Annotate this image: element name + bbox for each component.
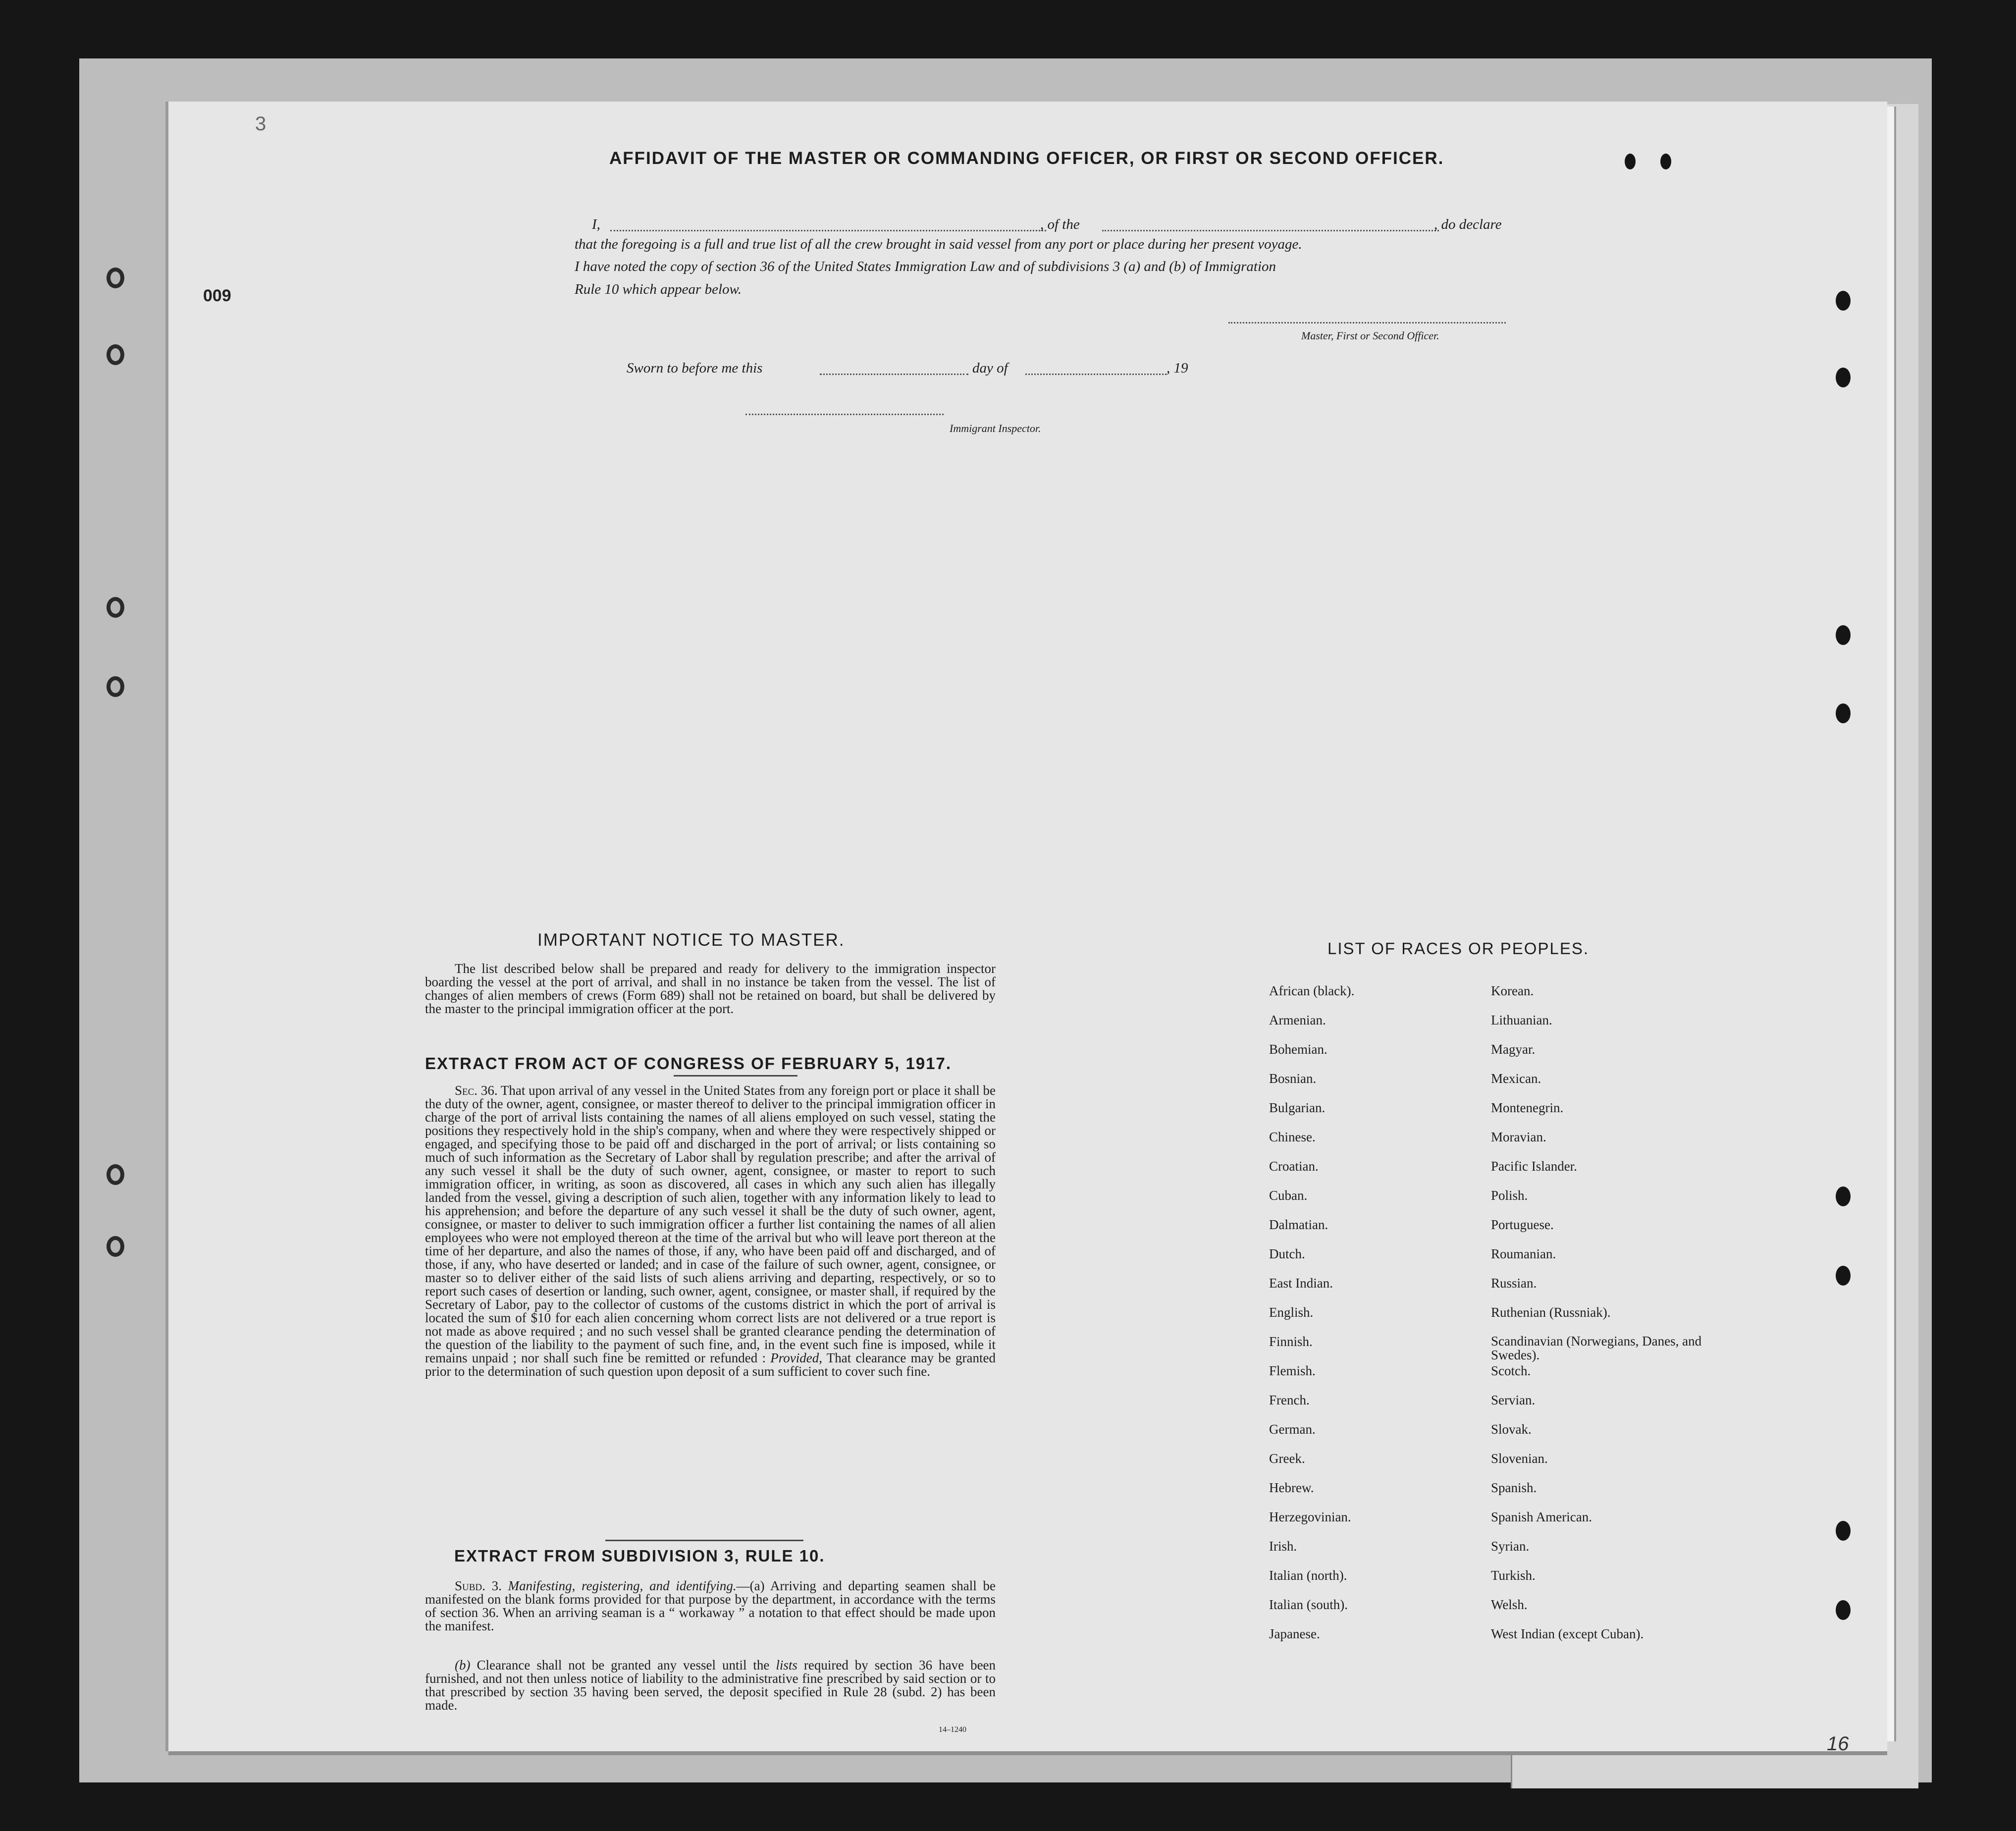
act-extract-title: EXTRACT FROM ACT OF CONGRESS OF FEBRUARY 5, 1917.: [425, 1054, 952, 1073]
sworn-month-field: [1025, 374, 1167, 375]
punch-hole-icon: [1836, 1266, 1851, 1286]
race-item: Welsh.: [1491, 1597, 1528, 1612]
binder-ring-icon: [106, 268, 124, 288]
affidavit-of-the: , of the: [1040, 216, 1080, 232]
affidavit-declaration-line: that the foregoing is a full and true list of all the crew brought in said vessel from any port or place during her present voyage.: [575, 236, 1302, 252]
race-item: Moravian.: [1491, 1130, 1546, 1144]
race-item: Ruthenian (Russniak).: [1491, 1305, 1611, 1320]
binder-ring-icon: [106, 1164, 124, 1185]
race-item: Dutch.: [1269, 1246, 1305, 1261]
sworn-year: , 19: [1167, 360, 1188, 376]
punch-hole-icon: [1836, 1521, 1851, 1541]
affidavit-title: AFFIDAVIT OF THE MASTER OR COMMANDING OFFICER, OR FIRST OR SECOND OFFICER.: [609, 149, 1444, 168]
affidavit-vessel-field: [1102, 230, 1439, 231]
race-item: Spanish.: [1491, 1480, 1537, 1495]
race-item: Irish.: [1269, 1539, 1297, 1554]
sec-36-label: Sec. 36.: [455, 1083, 498, 1098]
punch-hole-icon: [1836, 368, 1851, 387]
rule-extract-divider: [605, 1540, 803, 1541]
sworn-day-of: day of: [972, 360, 1008, 376]
affidavit-i: I,: [592, 216, 600, 232]
subd-b-lists: lists: [776, 1658, 797, 1672]
race-item: Montenegrin.: [1491, 1100, 1564, 1115]
race-item: Scandinavian (Norwegians, Danes, and Swedes).: [1491, 1334, 1702, 1362]
affidavit-rule-line: Rule 10 which appear below.: [575, 281, 742, 297]
affidavit-do-declare: , do declare: [1434, 216, 1502, 232]
binder-ring-icon: [106, 344, 124, 365]
act-extract-rule: [674, 1075, 797, 1077]
race-item: African (black).: [1269, 983, 1355, 998]
races-title: LIST OF RACES OR PEOPLES.: [1327, 939, 1590, 958]
race-item: Korean.: [1491, 983, 1534, 998]
subd-heading: Manifesting, registering, and identifying.: [508, 1578, 737, 1593]
race-item: Italian (south).: [1269, 1597, 1348, 1612]
subd-label: Subd. 3.: [455, 1578, 502, 1593]
act-extract-body: [425, 1084, 996, 1378]
races-left-column: [1269, 983, 1487, 1656]
race-item: Turkish.: [1491, 1568, 1536, 1583]
inspector-caption: Immigrant Inspector.: [950, 422, 1041, 434]
race-item: Cuban.: [1269, 1188, 1308, 1203]
race-item: Russian.: [1491, 1276, 1537, 1291]
notice-body: The list described below shall be prepared and ready for delivery to the immigration inspector boarding the vessel at the port of arrival, and shall in no instance be taken from the vessel. The list of changes of alien members of crews (Form 689) shall not be retained on board, but shall be delivered by the master to the principal immigration officer at the port.: [425, 961, 996, 1016]
race-item: Scotch.: [1491, 1363, 1531, 1378]
race-item: French.: [1269, 1393, 1310, 1407]
officer-signature-caption: Master, First or Second Officer.: [1301, 329, 1439, 342]
race-item: Japanese.: [1269, 1626, 1320, 1641]
race-item: Croatian.: [1269, 1159, 1319, 1174]
binder-ring-icon: [106, 597, 124, 618]
rule-extract-subd-b: [425, 1659, 996, 1712]
punch-hole-icon: [1836, 1600, 1851, 1620]
sec-36-text-end: That clearance may be granted prior to the determination of such question upon deposit of a sum sufficient to cover such fine.: [425, 1350, 996, 1379]
binder-ring-icon: [106, 1236, 124, 1257]
sworn-prefix: Sworn to before me this: [627, 360, 763, 376]
race-item: Flemish.: [1269, 1363, 1316, 1378]
subd-b-text-2: required by section 36 have been furnished, and not then unless notice of liability to the administrative fine prescribed by said section or to that prescribed by section 35 having been served, the deposit specified in Rule 28 (subd. 2) has been made.: [425, 1658, 996, 1713]
race-item: Portuguese.: [1491, 1217, 1554, 1232]
officer-signature-line: [1228, 322, 1506, 323]
race-item: Mexican.: [1491, 1071, 1541, 1086]
sheet-edge: [1887, 107, 1896, 1741]
race-item: Greek.: [1269, 1451, 1305, 1466]
sec-36-text: That upon arrival of any vessel in the United States from any foreign port or place it shall be the duty of the owner, agent, consignee, or master thereof to deliver to the principal immigration officer in charge of the port of arrival lists containing the names of all aliens employed on such vessel, stating the positions they respectively hold in the ship's company, when and where they were respectively shipped or engaged, and specifying those to be paid off and discharged in the port of arrival; or lists containing so much of such information as the Secretary of Labor shall by regulation prescribe; and after the arrival of any such vessel it shall be the duty of such owner, agent, consignee, or master to report to such immigration officer, in writing, as soon as discovered, all cases in which any such alien has illegally landed from the vessel, giving a description of such alien, together with any information likely to lead to his apprehension; and before the departure of any such vessel it shall be the duty of such owner, agent, consignee, or master to deliver to such immigration officer a further list containing the names of all alien employees who were not employed thereon at the time of the arrival but who will leave port thereon at the time of her departure, and also the names of those, if any, who have been paid off and discharged, and of those, if any, who have deserted or landed; and in case of the failure of such owner, agent, consignee, or master so to deliver either of the said lists of such aliens arriving and departing, respectively, or so to report such cases of desertion or landing, such owner, agent, consignee, or master shall, if required by the Secretary of Labor, pay to the collector of customs of the customs district in which the port of arrival is located the sum of $10 for each alien concerning whom correct lists are not delivered or a true report is not made as above required ; and no such vessel shall be granted clearance pending the determination of the question of the liability to the payment of such fine, and, in the event such fine is imposed, while it remains unpaid ; nor shall such fine be remitted or refunded :: [425, 1083, 996, 1365]
race-item: West Indian (except Cuban).: [1491, 1626, 1644, 1641]
punch-hole-icon: [1836, 1186, 1851, 1206]
punch-hole-icon: [1625, 154, 1636, 169]
punch-hole-icon: [1660, 154, 1671, 169]
race-item: English.: [1269, 1305, 1314, 1320]
subd-a-text: —(a) Arriving and departing seamen shall be manifested on the blank forms provided for that purpose by the department, in accordance with the terms of section 36. When an arriving seaman is a “ workaway ” a notation to that effect should be made upon the manifest.: [425, 1578, 996, 1633]
punch-hole-icon: [1836, 625, 1851, 645]
race-item: Armenian.: [1269, 1013, 1326, 1027]
page-stamp-left: 009: [203, 286, 231, 305]
rule-extract-subd-a: [425, 1579, 996, 1633]
race-item: Pacific Islander.: [1491, 1159, 1577, 1174]
punch-hole-icon: [1836, 291, 1851, 311]
race-item: Bulgarian.: [1269, 1100, 1326, 1115]
race-item: Roumanian.: [1491, 1246, 1556, 1261]
subd-b-text-1: Clearance shall not be granted any vessel until the: [477, 1658, 770, 1672]
race-item: Servian.: [1491, 1393, 1536, 1407]
race-item: East Indian.: [1269, 1276, 1333, 1291]
race-item: Syrian.: [1491, 1539, 1530, 1554]
races-right-column: [1491, 983, 1709, 1656]
rule-extract-title: EXTRACT FROM SUBDIVISION 3, RULE 10.: [454, 1547, 825, 1565]
notice-title: IMPORTANT NOTICE TO MASTER.: [537, 930, 845, 950]
provided-term: Provided,: [770, 1350, 822, 1365]
punch-hole-icon: [1836, 703, 1851, 723]
sworn-date-field: [820, 374, 968, 375]
race-item: Chinese.: [1269, 1130, 1316, 1144]
race-item: Lithuanian.: [1491, 1013, 1552, 1027]
race-item: Magyar.: [1491, 1042, 1536, 1057]
subd-b-label: (b): [455, 1658, 471, 1672]
race-item: Finnish.: [1269, 1334, 1313, 1349]
inspector-signature-line: [745, 414, 944, 415]
race-item: German.: [1269, 1422, 1316, 1437]
race-item: Bosnian.: [1269, 1071, 1317, 1086]
race-item: Slovak.: [1491, 1422, 1532, 1437]
race-item: Slovenian.: [1491, 1451, 1548, 1466]
page-mark-top-left: 3: [255, 113, 266, 135]
race-item: Dalmatian.: [1269, 1217, 1328, 1232]
race-item: Spanish American.: [1491, 1509, 1592, 1524]
affidavit-name-field: [610, 230, 1046, 231]
form-number: 14–1240: [939, 1725, 966, 1734]
race-item: Polish.: [1491, 1188, 1528, 1203]
race-item: Italian (north).: [1269, 1568, 1347, 1583]
race-item: Herzegovinian.: [1269, 1509, 1351, 1524]
page-mark-bottom-right: 16: [1827, 1733, 1849, 1755]
race-item: Bohemian.: [1269, 1042, 1327, 1057]
affidavit-noted-line: I have noted the copy of section 36 of the United States Immigration Law and of subdivisions 3 (a) and (b) of Immigration: [575, 259, 1276, 274]
binder-ring-icon: [106, 676, 124, 697]
race-item: Hebrew.: [1269, 1480, 1314, 1495]
